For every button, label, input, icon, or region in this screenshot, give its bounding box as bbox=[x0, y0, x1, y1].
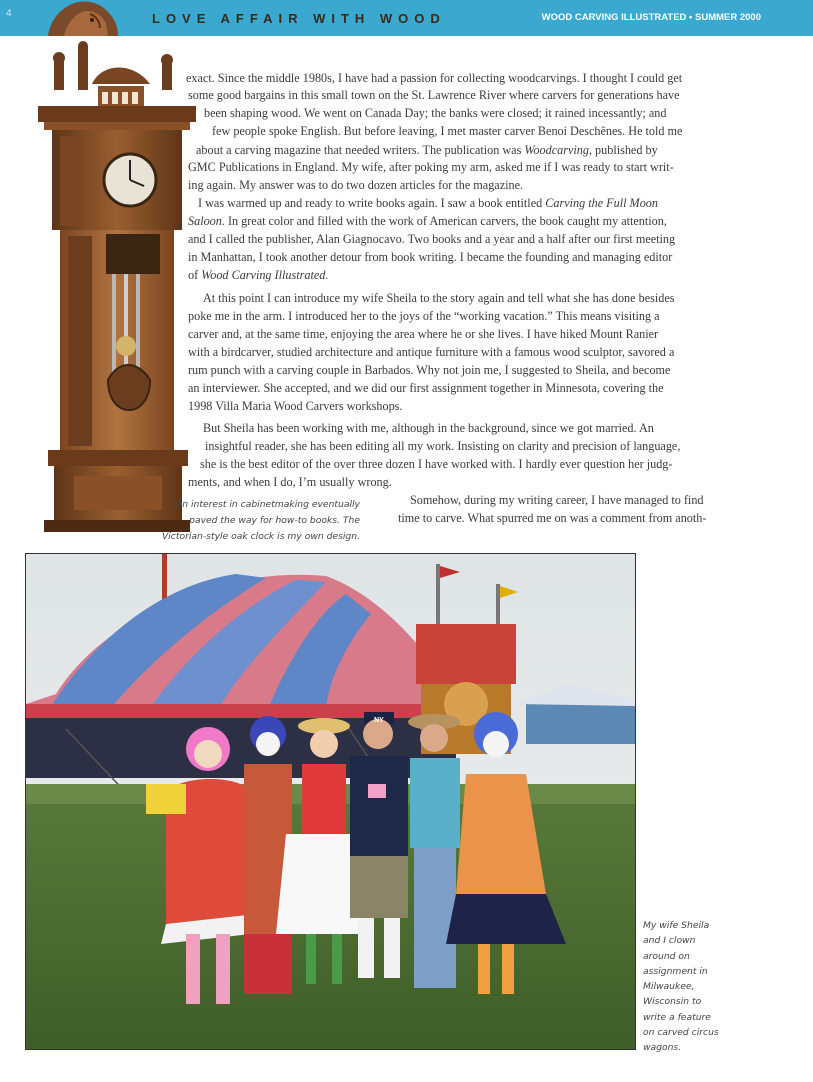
article-line: some good bargains in this small town on the St. Lawrence River where carvers for generations have bbox=[188, 88, 680, 102]
caption-line: and I clown bbox=[643, 935, 696, 947]
article-line: few people spoke English. But before leaving, I met master carver Benoi Deschênes. He told me bbox=[212, 124, 683, 138]
article-line: with a birdcarver, studied architecture and antique furniture with a famous wood sculptor, savored a bbox=[188, 345, 675, 359]
caption-line: around on bbox=[643, 950, 690, 962]
caption-line: My wife Sheila bbox=[643, 920, 710, 931]
article-line: GMC Publications in England. My wife, after poking my arm, asked me if I was ready to start writ- bbox=[188, 160, 674, 174]
publication-title: WOOD CARVING ILLUSTRATED • SUMMER 2000 bbox=[541, 12, 761, 23]
caption-line: on carved circus bbox=[643, 1027, 719, 1039]
article-line: and I called the publisher, Alan Giagnocavo. Two books and a year and a half after our first meeting bbox=[188, 232, 676, 246]
section-title: LOVE AFFAIR WITH WOOD bbox=[152, 11, 446, 26]
article-line: been shaping wood. We went on Canada Day; the banks were closed; it rained incessantly; and bbox=[204, 106, 667, 120]
article-line: ments, and when I do, I’m usually wrong. bbox=[188, 475, 392, 489]
clock-caption bbox=[110, 497, 360, 545]
oak-clock-photo bbox=[38, 40, 196, 536]
article-line: 1998 Villa Maria Wood Carvers workshops. bbox=[188, 399, 403, 413]
caption-line: Milwaukee, bbox=[643, 981, 695, 993]
header-band bbox=[0, 0, 813, 36]
article-line: of Wood Carving Illustrated. bbox=[188, 268, 329, 282]
article-line: time to carve. What spurred me on was a comment from anoth- bbox=[398, 511, 707, 525]
circus-scene bbox=[26, 554, 635, 1049]
circus-group-photo bbox=[25, 553, 636, 1050]
page-number: 4 bbox=[6, 8, 12, 19]
caption-line: write a feature bbox=[643, 1011, 711, 1023]
article-line: ing again. My answer was to do two dozen articles for the magazine. bbox=[188, 178, 524, 192]
photo-caption bbox=[643, 918, 753, 1056]
caption-line: Victorian-style oak clock is my own design. bbox=[161, 531, 360, 542]
caption-line: wagons. bbox=[643, 1042, 682, 1054]
article-line: insightful reader, she has been editing all my work. Insisting on clarity and precision of language, bbox=[205, 439, 681, 453]
article-line: exact. Since the middle 1980s, I have had a passion for collecting woodcarvings. I thought I could get bbox=[186, 71, 683, 85]
caption-line: Wisconsin to bbox=[643, 996, 702, 1008]
article-line: poke me in the arm. I introduced her to the joys of the “working vacation.” This means visiting a bbox=[188, 309, 660, 323]
article-line: I was warmed up and ready to write books again. I saw a book entitled Carving the Full Moon bbox=[198, 196, 658, 210]
caption-line: assignment in bbox=[643, 965, 708, 977]
article-line: about a carving magazine that needed writers. The publication was Woodcarving, published by bbox=[196, 143, 658, 157]
article-line: in Manhattan, I took another detour from book writing. I became the founding and managing editor bbox=[188, 250, 673, 264]
article-line: At this point I can introduce my wife Sheila to the story again and tell what she has done besides bbox=[203, 291, 675, 305]
article-line: an interviewer. She accepted, and we did our first assignment together in Minnesota, covering the bbox=[188, 381, 664, 395]
caption-line: An interest in cabinetmaking eventually bbox=[175, 499, 360, 510]
article-line: Somehow, during my writing career, I have managed to find bbox=[410, 493, 704, 507]
article-line: she is the best editor of the over three dozen I have worked with. I hardly ever question her judg- bbox=[200, 457, 673, 471]
article-line: carver and, at the same time, enjoying the area where he or she lives. I have hiked Mount Ranier bbox=[188, 327, 659, 341]
article-line: But Sheila has been working with me, although in the background, since we got married. An bbox=[203, 421, 654, 435]
cap-logo: NY bbox=[374, 717, 384, 724]
article-line: rum punch with a carving couple in Barbados. Why not join me, I suggested to Sheila, and become bbox=[188, 363, 671, 377]
article-line: Saloon. In great color and filled with the work of American carvers, the book caught my attention, bbox=[188, 214, 667, 228]
carved-head-emblem bbox=[44, 0, 134, 36]
caption-line: paved the way for how-to books. The bbox=[189, 515, 360, 526]
